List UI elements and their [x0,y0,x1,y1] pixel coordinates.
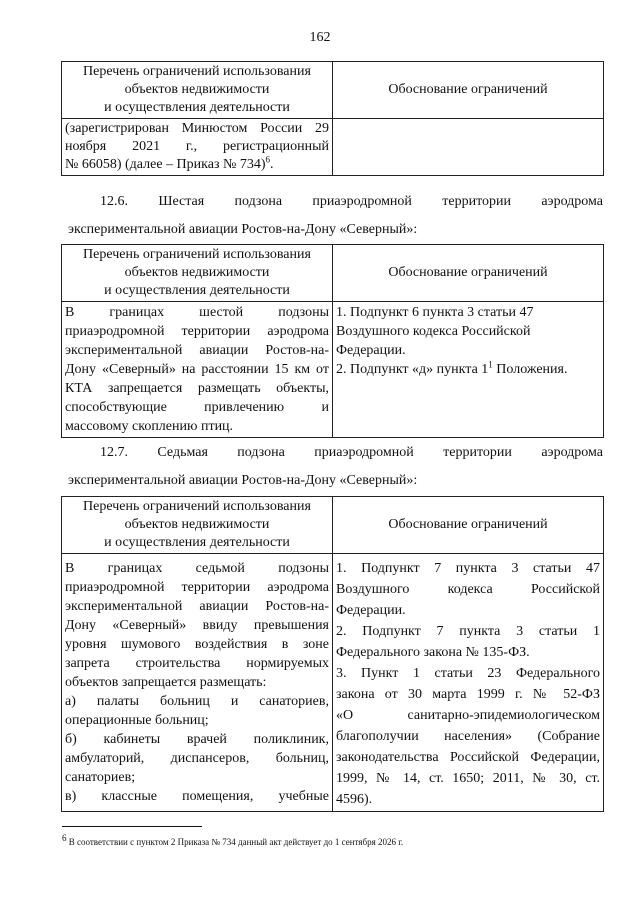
table-header-row [62,62,604,119]
restrictions-table-2 [61,244,604,438]
table2-col2-cell: 1. Подпункт 6 пункта 3 статьи 47 Воздушного кодекса Российской Федерации. 2. Подпункт «д» пункта $1^1$ Положения. [333,302,604,438]
footnote-ref: 6 [265,154,271,165]
restrictions-table-1 [61,61,604,176]
footnote-separator [62,826,202,827]
header-col2: Обоснование ограничений [333,62,604,119]
table-row [62,119,604,176]
table3-col2-cell: 1. Подпункт 7 пункта 3 статьи 47 Воздушного кодекса Российской Федерации. 2. Подпункт 7 пункта 3 статьи 1 Федерального закона № 135-ФЗ. 3. Пункт 1 статьи 23 Федерального закона от 30 марта 1999 г. № 52-ФЗ «О санитарно-эпидемиологическом благополучии населения» (Собрание законодательства Российской Федерации, 1999, № 14, ст. 1650; 2011, № 30, ст. 4596). [333,554,604,812]
table-row [62,302,604,438]
header-col1: Перечень ограничений использования объектов недвижимости и осуществления деятельности [62,245,333,302]
footnote: $^6$ В соответствии с пунктом 2 Приказа № 734 данный акт действует до 1 сентября 2026 г. [62,833,404,847]
section-12-6: 12.6. Шестая подзона приаэродромной территории аэродрома экспериментальной авиации Ростов-на-Дону «Северный»: [68,194,603,237]
section-12-7: 12.7. Седьмая подзона приаэродромной территории аэродрома экспериментальной авиации Ростов-на-Дону «Северный»: [68,445,603,488]
table1-col2-cell [333,119,604,176]
restrictions-table-3 [61,496,604,812]
table1-col1-cell: (зарегистрирован Минюстом России 29 ноября 2021 г., регистрационный № 66058) (далее – Приказ № 734)$^6$. [62,119,333,176]
table-header-row [62,245,604,302]
header-col2: Обоснование ограничений [333,497,604,554]
table-row [62,554,604,812]
page-number: 162 [309,30,331,45]
header-col1: Перечень ограничений использования объектов недвижимости и осуществления деятельности [62,497,333,554]
table-header-row [62,497,604,554]
header-col1: Перечень ограничений использования объектов недвижимости и осуществления деятельности [62,62,333,119]
header-col2: Обоснование ограничений [333,245,604,302]
table2-col1-cell: В границах шестой подзоны приаэродромной территории аэродрома экспериментальной авиации Ростов-на- Дону «Северный» на расстоянии 15 км от КТА запрещается размещать объекты, способствующие привлечению и массовому скоплению птиц. [62,302,333,438]
table3-col1-cell: В границах седьмой подзоны приаэродромной территории аэродрома экспериментальной авиации Ростов-на- Дону «Северный» ввиду превышения уровня шумового воздействия в зоне запрета строительства нормируемых объектов запрещается размещать: а) палаты больниц и санаториев, операционные больниц; б) кабинеты врачей поликлиник, амбулаторий, диспансеров, больниц, санаториев; в) классные помещения, учебные [62,554,333,812]
